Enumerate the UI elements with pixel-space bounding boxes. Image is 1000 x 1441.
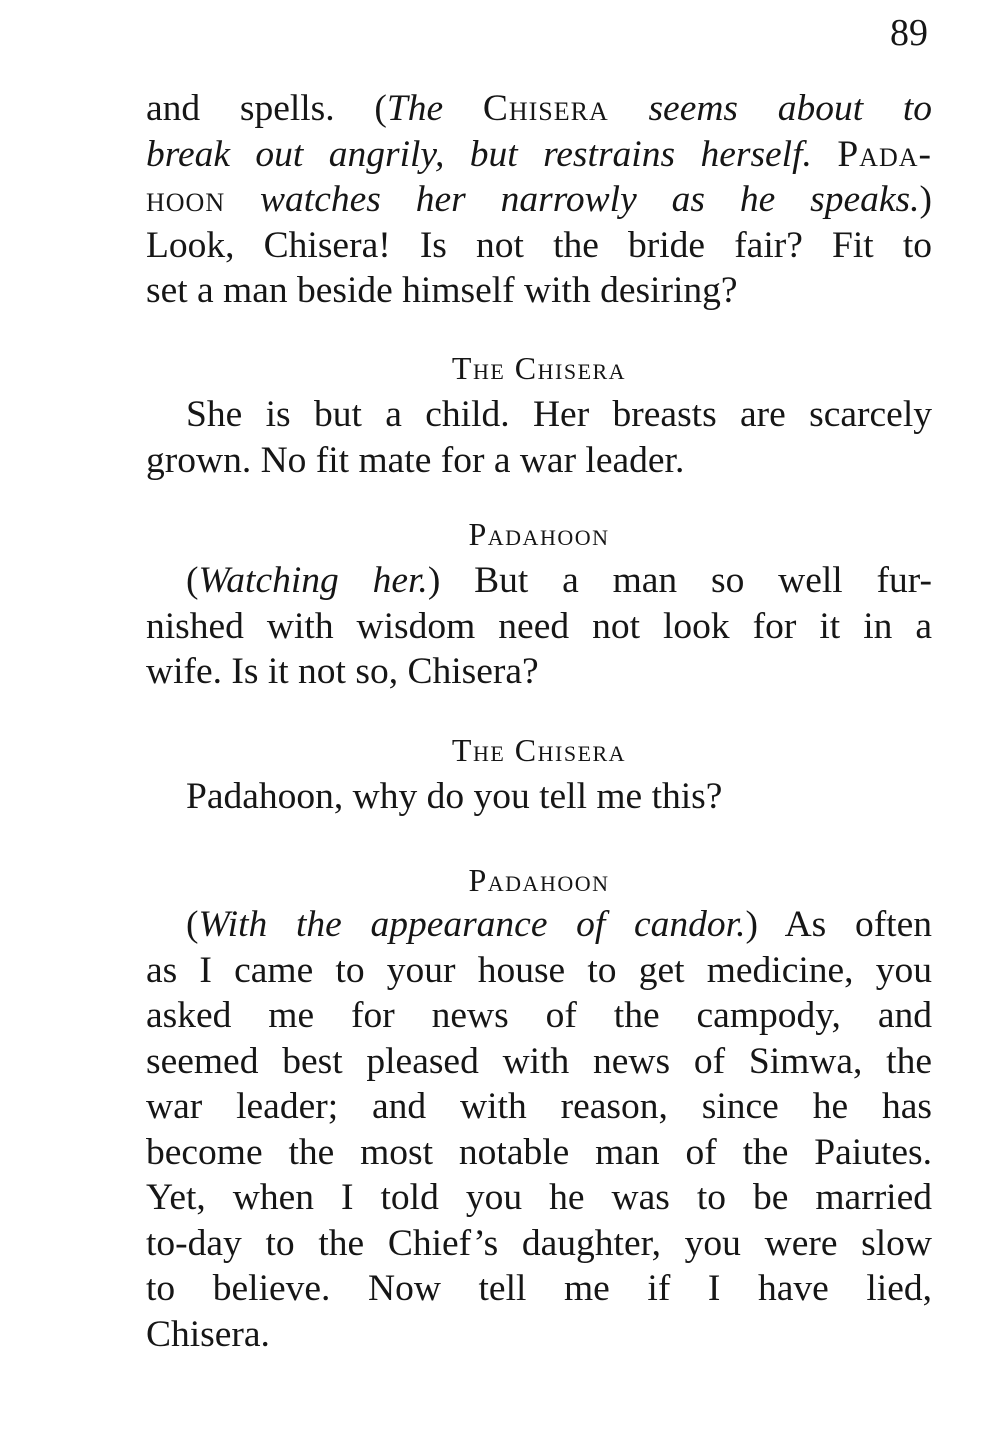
text-line: (With the appearance of candor.) As often bbox=[186, 904, 932, 945]
opening-paragraph bbox=[146, 86, 932, 314]
text-line: and spells. (The Chisera seems about to bbox=[146, 88, 933, 129]
text-line: to believe. Now tell me if I have lied, bbox=[146, 1268, 932, 1309]
text-line: to-day to the Chief’s daughter, you were slow bbox=[146, 1222, 932, 1264]
text-line: asked me for news of the campody, and bbox=[146, 995, 932, 1036]
text-line: Chisera. bbox=[146, 1313, 270, 1355]
text-line: wife. Is it not so, Chisera? bbox=[146, 651, 539, 692]
text-line: seemed best pleased with news of Simwa, the bbox=[146, 1040, 932, 1082]
text-line: She is but a child. Her breasts are scarcely bbox=[186, 394, 932, 435]
text-line: grown. No fit mate for a war leader. bbox=[146, 439, 685, 481]
text-line: Yet, when I told you he was to be married bbox=[146, 1177, 932, 1218]
speech-paragraph bbox=[146, 774, 932, 820]
text-line: nished with wisdom need not look for it in a bbox=[146, 605, 932, 647]
text-line: break out angrily, but restrains herself. Pada- bbox=[146, 133, 932, 175]
text-line: set a man beside himself with desiring? bbox=[146, 270, 738, 311]
text-line: war leader; and with reason, since he has bbox=[146, 1086, 932, 1127]
text-line: hoon watches her narrowly as he speaks.) bbox=[146, 179, 933, 220]
speech-paragraph bbox=[146, 558, 932, 695]
speaker-name: The Chisera bbox=[451, 350, 627, 386]
speech-paragraph bbox=[146, 392, 932, 483]
text-line: as I came to your house to get medicine, you bbox=[146, 949, 932, 991]
stage-direction: Watching her. bbox=[198, 560, 428, 601]
page-number: 89 bbox=[890, 12, 928, 54]
speech-paragraph bbox=[146, 902, 932, 1357]
speaker-name: The Chisera bbox=[451, 732, 627, 768]
stage-direction: With the appearance of candor. bbox=[198, 904, 746, 945]
text-line: (Watching her.) But a man so well fur- bbox=[186, 560, 932, 601]
text-line: Look, Chisera! Is not the bride fair? Fit to bbox=[146, 224, 932, 266]
speaker-name: Padahoon bbox=[468, 862, 610, 898]
text-line: Padahoon, why do you tell me this? bbox=[186, 776, 723, 817]
text-line: become the most notable man of the Paiutes. bbox=[146, 1131, 932, 1173]
speaker-name: Padahoon bbox=[468, 516, 610, 552]
